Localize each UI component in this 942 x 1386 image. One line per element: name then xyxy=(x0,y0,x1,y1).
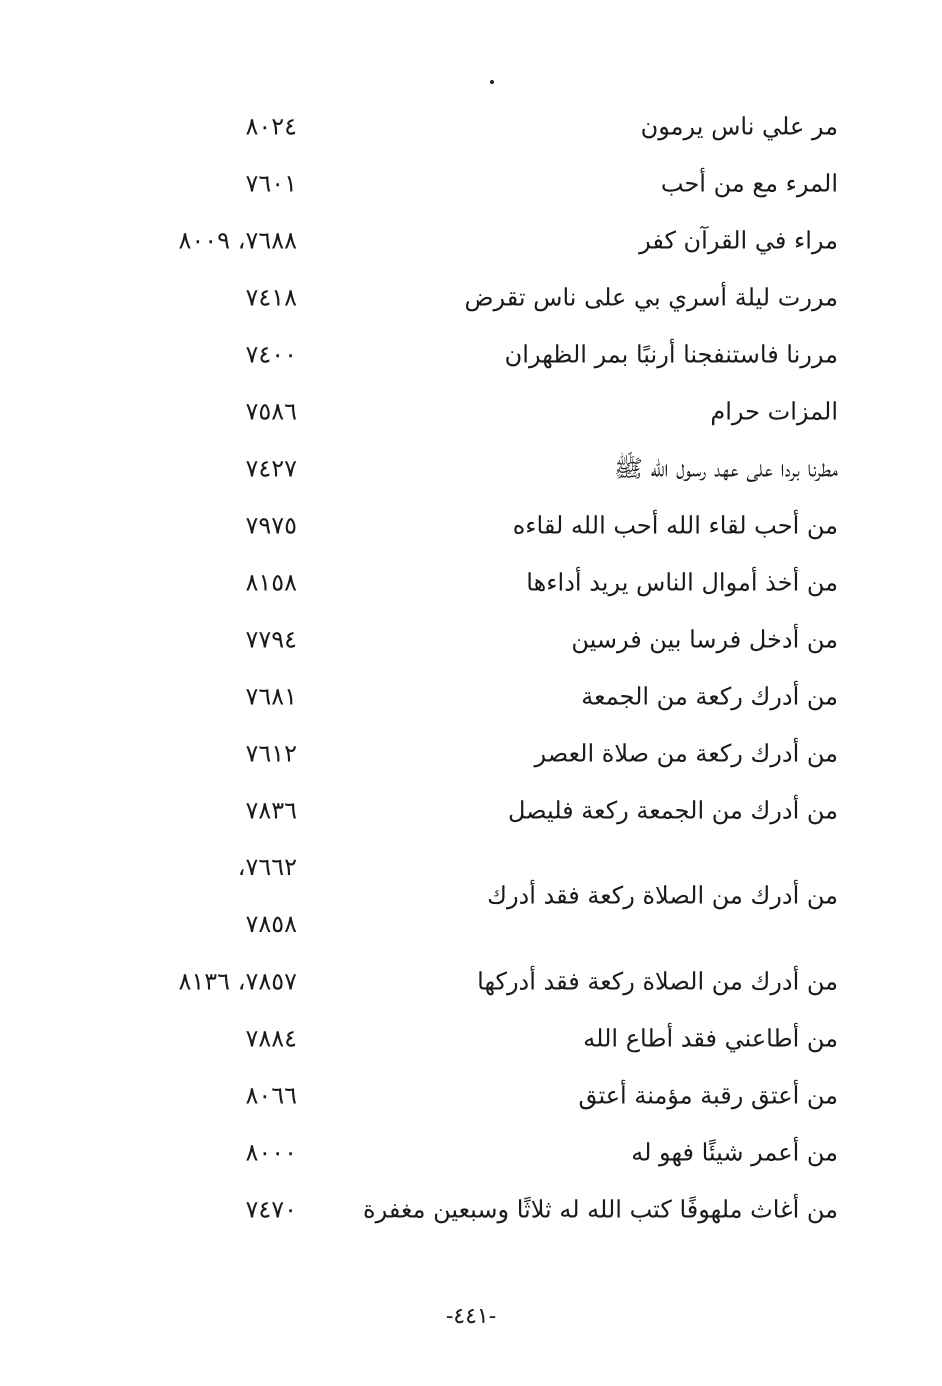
entry-phrase: من أخذ أموال الناس يريد أداءها xyxy=(526,568,838,597)
list-item xyxy=(0,326,942,383)
entry-refs: ٧٤٠٠ xyxy=(245,340,297,369)
entry-refs: ٧٧٩٤ xyxy=(245,625,297,654)
entry-refs: ٨١٥٨ xyxy=(245,568,297,597)
entry-phrase: المزات حرام xyxy=(710,397,838,426)
entry-refs: ٧٦٠١ xyxy=(245,169,297,198)
list-item xyxy=(0,497,942,554)
entry-refs: ٧٤١٨ xyxy=(245,283,297,312)
entry-refs: ٧٨٨٤ xyxy=(245,1024,297,1053)
entry-refs: ٧٤٢٧ xyxy=(245,454,297,483)
page-mark xyxy=(490,80,494,84)
list-item xyxy=(0,212,942,269)
entry-phrase: من أطاعني فقد أطاع الله xyxy=(583,1024,838,1053)
entry-phrase: المرء مع من أحب xyxy=(660,169,838,198)
list-item xyxy=(0,668,942,725)
list-item xyxy=(0,782,942,839)
entry-phrase: من أغاث ملهوفًا كتب الله له ثلاثًا وسبعين مغفرة xyxy=(363,1195,838,1224)
page-number: -٤٤١- xyxy=(445,1304,497,1329)
entry-phrase: من أحب لقاء الله أحب الله لقاءه xyxy=(512,511,838,540)
entry-refs: ٧٩٧٥ xyxy=(245,511,297,540)
entry-refs: ٨٠٦٦ xyxy=(245,1081,297,1110)
list-item xyxy=(0,839,942,953)
list-item xyxy=(0,554,942,611)
entry-phrase: مطرنا بردا على عهد رسول الله ﷺ xyxy=(613,454,838,483)
entry-refs: ٨٠٢٤ xyxy=(245,112,297,141)
entry-refs-line: ٧٨٥٨ xyxy=(245,910,297,938)
entry-refs-line: ٧٦٦٢، xyxy=(237,853,297,881)
entry-phrase: من أعمر شيئًا فهو له xyxy=(631,1138,838,1167)
entry-phrase: مررنا فاستنفجنا أرنبًا بمر الظهران xyxy=(504,340,838,369)
entry-phrase: من أدخل فرسا بين فرسين xyxy=(571,625,838,654)
list-item xyxy=(0,1067,942,1124)
entry-phrase: مراء في القرآن كفر xyxy=(639,226,838,255)
entry-refs xyxy=(238,839,297,953)
list-item xyxy=(0,155,942,212)
list-item xyxy=(0,440,942,497)
entry-phrase: من أدرك ركعة من صلاة العصر xyxy=(534,739,838,768)
entry-phrase: مر علي ناس يرمون xyxy=(640,112,838,141)
list-item xyxy=(0,1181,942,1238)
list-item xyxy=(0,98,942,155)
list-item xyxy=(0,269,942,326)
entry-refs: ٧٦٨٨، ٨٠٠٩ xyxy=(178,226,297,255)
entry-refs: ٧٦١٢ xyxy=(245,739,297,768)
entry-refs: ٧٨٣٦ xyxy=(245,796,297,825)
hadith-index-list xyxy=(0,98,942,1238)
list-item xyxy=(0,1010,942,1067)
entry-refs: ٧٦٨١ xyxy=(245,682,297,711)
list-item xyxy=(0,725,942,782)
entry-phrase: من أعتق رقبة مؤمنة أعتق xyxy=(578,1081,838,1110)
entry-phrase: من أدرك ركعة من الجمعة xyxy=(581,682,838,711)
entry-phrase: من أدرك من الصلاة ركعة فقد أدرك xyxy=(487,881,838,910)
list-item xyxy=(0,1124,942,1181)
entry-phrase: من أدرك من الصلاة ركعة فقد أدركها xyxy=(477,967,838,996)
entry-refs: ٧٥٨٦ xyxy=(245,397,297,426)
entry-refs: ٧٨٥٧، ٨١٣٦ xyxy=(178,967,297,996)
entry-phrase: من أدرك من الجمعة ركعة فليصل xyxy=(507,796,838,825)
list-item xyxy=(0,611,942,668)
entry-phrase: مررت ليلة أسري بي على ناس تقرض xyxy=(464,283,838,312)
list-item xyxy=(0,953,942,1010)
list-item xyxy=(0,383,942,440)
entry-refs: ٨٠٠٠ xyxy=(245,1138,297,1167)
entry-refs: ٧٤٧٠ xyxy=(245,1195,297,1224)
